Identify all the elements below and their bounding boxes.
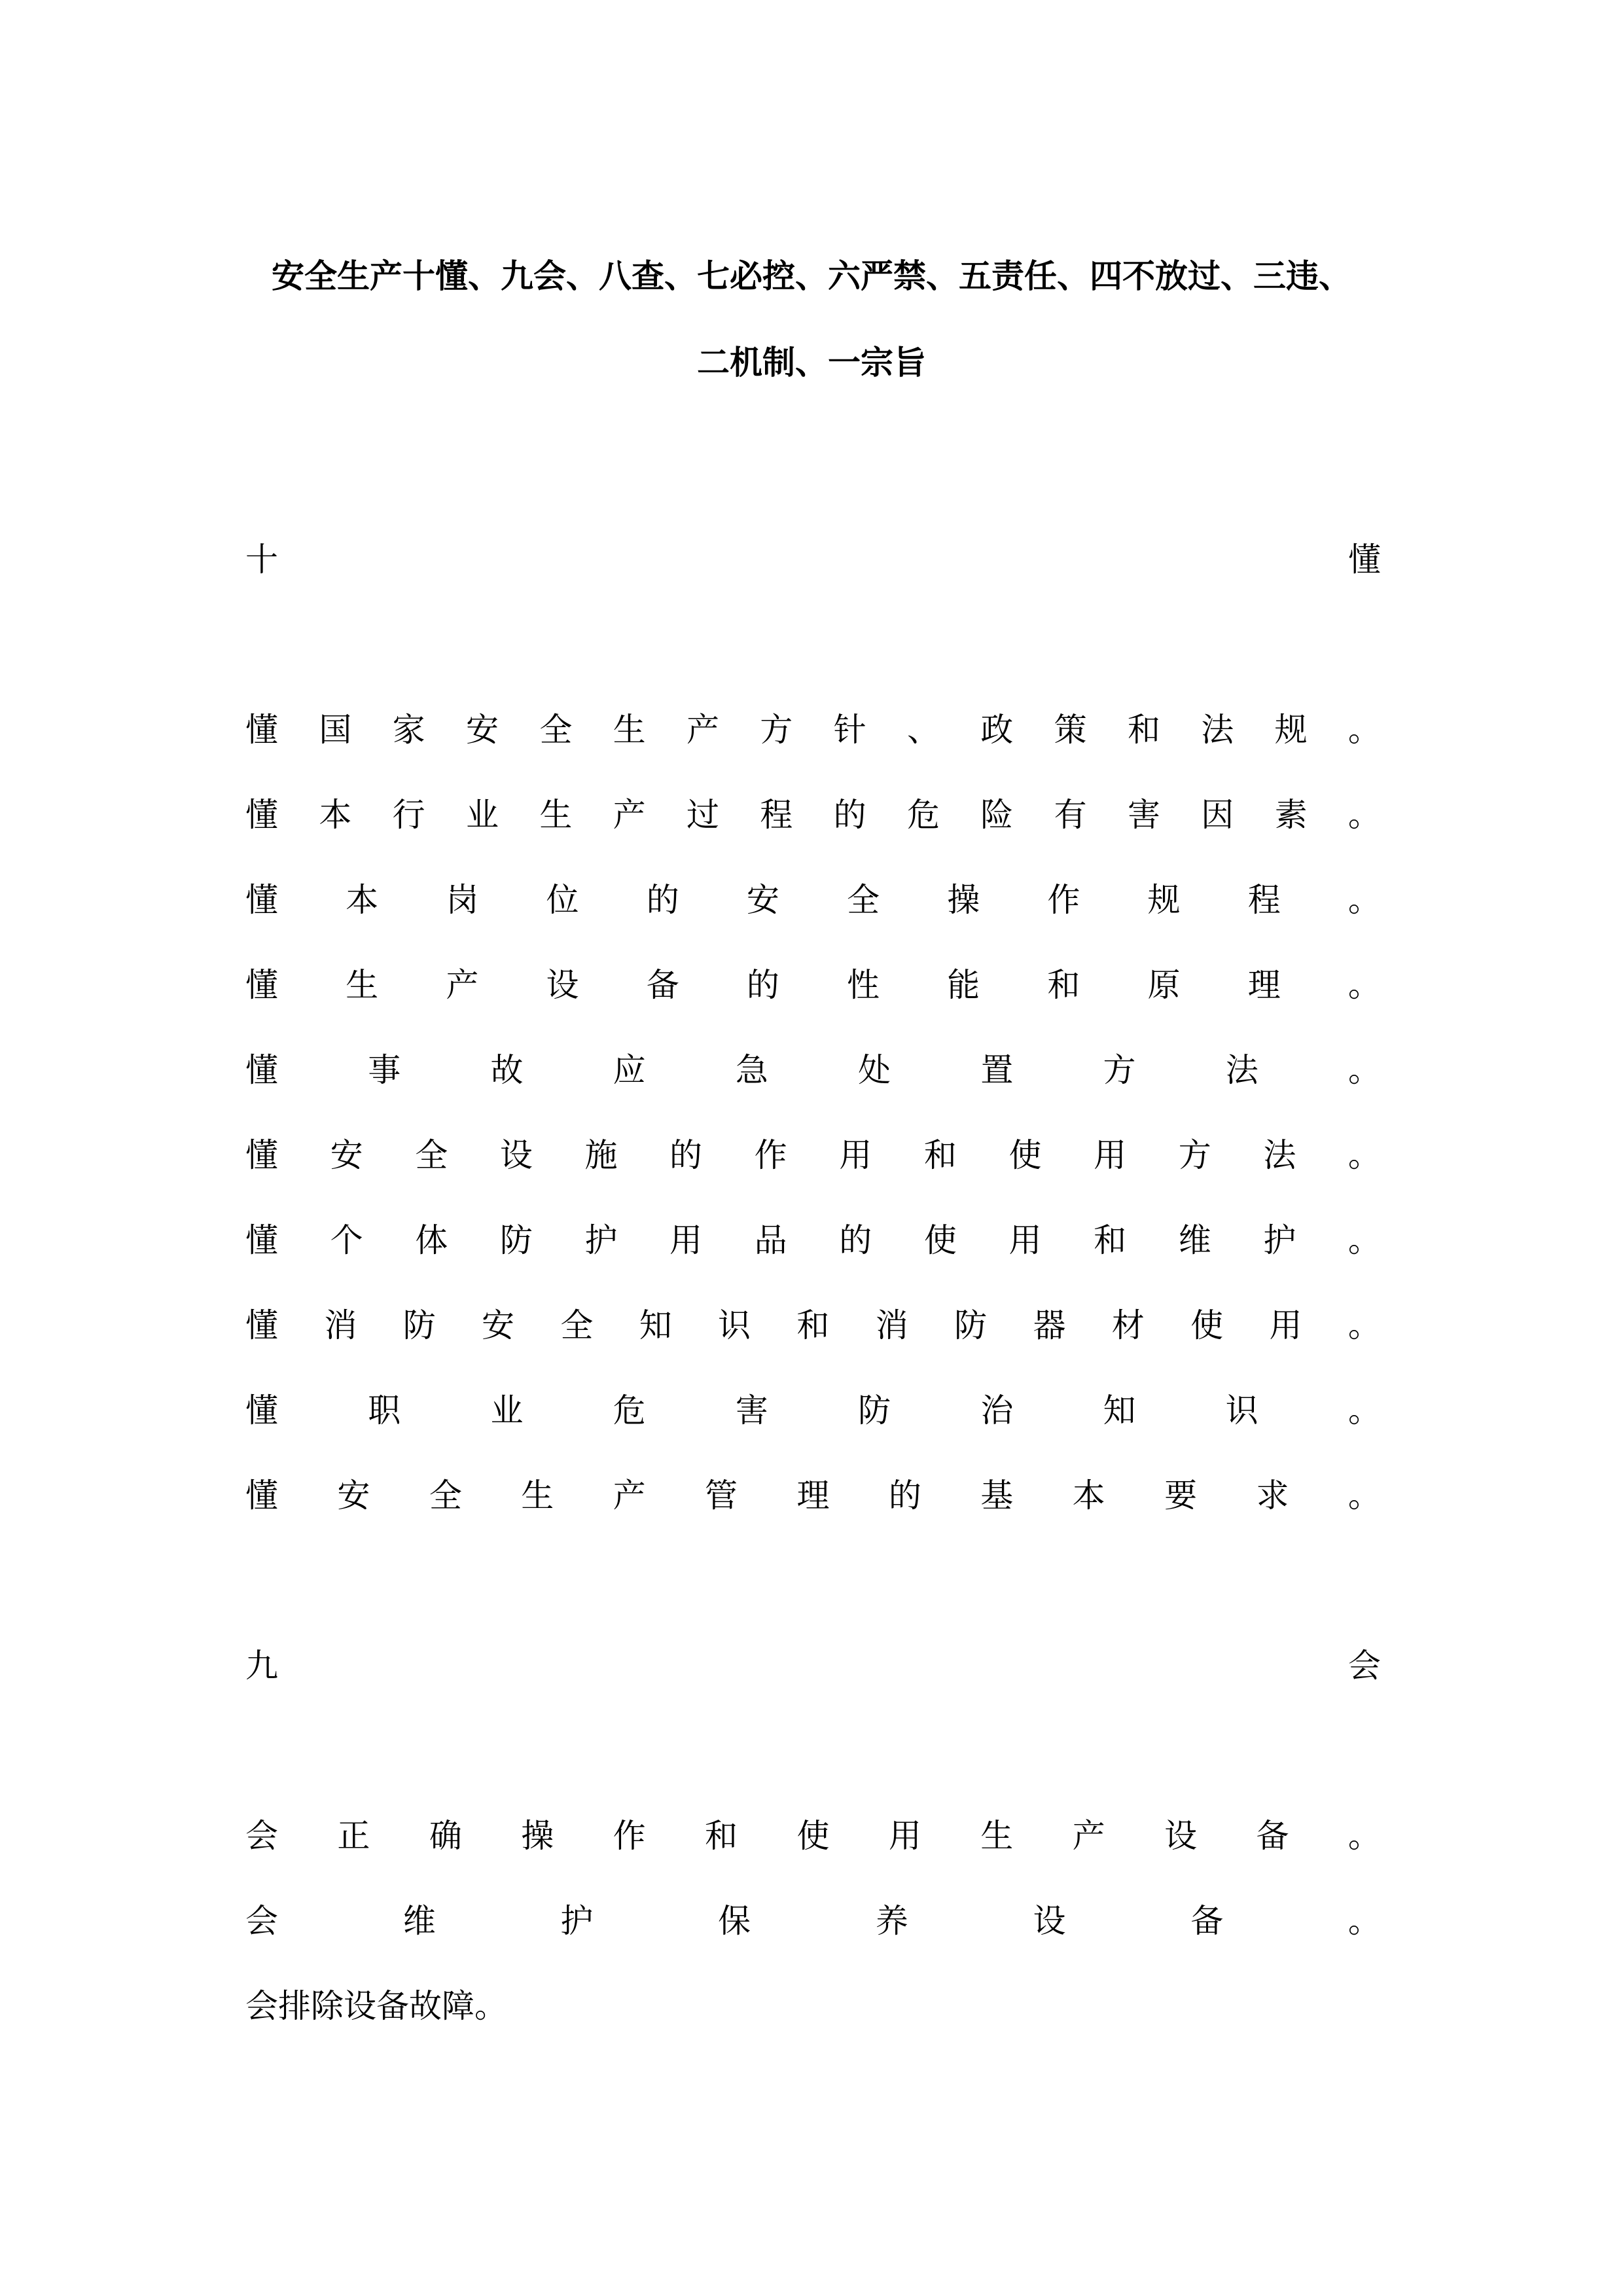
character: 懂 bbox=[245, 1306, 278, 1344]
character: 。 bbox=[1347, 1306, 1381, 1344]
character: 本 bbox=[346, 881, 379, 919]
character: 安 bbox=[465, 711, 499, 749]
character: 产 bbox=[613, 796, 646, 834]
character: 品 bbox=[754, 1221, 787, 1259]
section-heading-right: 会 bbox=[1348, 1647, 1381, 1685]
character: 基 bbox=[980, 1477, 1014, 1515]
character: 懂 bbox=[245, 1136, 278, 1174]
character: 害 bbox=[1127, 796, 1160, 834]
character: 的 bbox=[669, 1136, 703, 1174]
character: 本 bbox=[1072, 1477, 1105, 1515]
character: 。 bbox=[1347, 1391, 1381, 1429]
character: 懂 bbox=[245, 1051, 278, 1089]
list-item bbox=[245, 795, 1381, 834]
character: 规 bbox=[1274, 711, 1308, 749]
character: 材 bbox=[1111, 1306, 1145, 1344]
list-item bbox=[245, 1136, 1381, 1175]
list-item bbox=[245, 880, 1381, 920]
list-item bbox=[245, 1050, 1381, 1090]
character: 策 bbox=[1054, 711, 1087, 749]
character: 全 bbox=[560, 1306, 594, 1344]
list-item bbox=[245, 1306, 1381, 1345]
character: 产 bbox=[446, 966, 479, 1004]
character: 。 bbox=[1347, 1817, 1381, 1855]
character: 。 bbox=[1347, 881, 1381, 919]
character: 求 bbox=[1256, 1477, 1289, 1515]
character: 能 bbox=[947, 966, 980, 1004]
character: 过 bbox=[686, 796, 719, 834]
character: 性 bbox=[847, 966, 880, 1004]
character: 备 bbox=[1190, 1902, 1224, 1940]
character: 要 bbox=[1164, 1477, 1198, 1515]
character: 业 bbox=[490, 1391, 524, 1429]
character: 的 bbox=[833, 796, 866, 834]
character: 设 bbox=[1164, 1817, 1198, 1855]
character: 全 bbox=[847, 881, 880, 919]
character: 处 bbox=[858, 1051, 891, 1089]
character: 懂 bbox=[245, 881, 278, 919]
character: 护 bbox=[560, 1902, 594, 1940]
character: 全 bbox=[415, 1136, 448, 1174]
character: 生 bbox=[521, 1477, 554, 1515]
character: 。 bbox=[1347, 1136, 1381, 1174]
character: 政 bbox=[980, 711, 1014, 749]
list-item bbox=[245, 965, 1381, 1005]
character: 作 bbox=[754, 1136, 787, 1174]
list-item bbox=[245, 710, 1381, 749]
list-item bbox=[245, 1221, 1381, 1260]
character: 法 bbox=[1225, 1051, 1258, 1089]
character: 使 bbox=[923, 1221, 957, 1259]
character: 懂 bbox=[245, 796, 278, 834]
character: 针 bbox=[833, 711, 866, 749]
character: 危 bbox=[906, 796, 940, 834]
character: 法 bbox=[1263, 1136, 1296, 1174]
character: 和 bbox=[923, 1136, 957, 1174]
character: 管 bbox=[705, 1477, 738, 1515]
character: 会 bbox=[245, 1817, 278, 1855]
character: 的 bbox=[646, 881, 679, 919]
character: 操 bbox=[947, 881, 980, 919]
character: 程 bbox=[1247, 881, 1281, 919]
character: 职 bbox=[368, 1391, 401, 1429]
character: 会 bbox=[245, 1902, 278, 1940]
section-heading-left: 九 bbox=[245, 1647, 278, 1685]
character: 有 bbox=[1054, 796, 1087, 834]
character: 、 bbox=[906, 711, 940, 749]
character: 设 bbox=[546, 966, 579, 1004]
character: 害 bbox=[735, 1391, 768, 1429]
character: 本 bbox=[319, 796, 352, 834]
character: 知 bbox=[1103, 1391, 1136, 1429]
character: 产 bbox=[686, 711, 719, 749]
character: 用 bbox=[669, 1221, 703, 1259]
character: 安 bbox=[330, 1136, 363, 1174]
character: 程 bbox=[760, 796, 793, 834]
character: 懂 bbox=[245, 1391, 278, 1429]
section-heading-jiu-hui bbox=[245, 1646, 1381, 1685]
character: 理 bbox=[1247, 966, 1281, 1004]
character: 消 bbox=[324, 1306, 357, 1344]
character: 个 bbox=[330, 1221, 363, 1259]
document-title-line-1: 安全生产十懂、九会、八查、七必控、六严禁、五责任、四不放过、三违、 bbox=[272, 257, 1351, 295]
character: 保 bbox=[718, 1902, 751, 1940]
character: 维 bbox=[402, 1902, 436, 1940]
character: 的 bbox=[746, 966, 779, 1004]
character: 用 bbox=[839, 1136, 872, 1174]
character: 素 bbox=[1274, 796, 1308, 834]
character: 方 bbox=[1103, 1051, 1136, 1089]
character: 。 bbox=[1347, 966, 1381, 1004]
character: 生 bbox=[613, 711, 646, 749]
character: 正 bbox=[337, 1817, 370, 1855]
list-item bbox=[245, 1476, 1381, 1515]
character: 业 bbox=[465, 796, 499, 834]
character: 生 bbox=[539, 796, 573, 834]
character: 防 bbox=[402, 1306, 436, 1344]
character: 备 bbox=[1256, 1817, 1289, 1855]
character: 懂 bbox=[245, 711, 278, 749]
character: 用 bbox=[888, 1817, 921, 1855]
character: 。 bbox=[1347, 1221, 1381, 1259]
character: 的 bbox=[888, 1477, 921, 1515]
character: 操 bbox=[521, 1817, 554, 1855]
character: 因 bbox=[1201, 796, 1234, 834]
list-item bbox=[245, 1901, 1381, 1941]
character: 理 bbox=[796, 1477, 830, 1515]
section-heading-shi-dong bbox=[245, 540, 1381, 579]
character: 。 bbox=[1347, 1051, 1381, 1089]
character: 岗 bbox=[446, 881, 479, 919]
character: 安 bbox=[746, 881, 779, 919]
character: 全 bbox=[429, 1477, 462, 1515]
character: 和 bbox=[705, 1817, 738, 1855]
character: 危 bbox=[613, 1391, 646, 1429]
list-item bbox=[245, 1391, 1381, 1430]
character: 设 bbox=[1033, 1902, 1066, 1940]
character: 备 bbox=[646, 966, 679, 1004]
character: 国 bbox=[319, 711, 352, 749]
character: 规 bbox=[1147, 881, 1181, 919]
character: 作 bbox=[613, 1817, 646, 1855]
character: 的 bbox=[839, 1221, 872, 1259]
character: 家 bbox=[392, 711, 425, 749]
character: 施 bbox=[584, 1136, 618, 1174]
character: 置 bbox=[980, 1051, 1014, 1089]
character: 防 bbox=[499, 1221, 533, 1259]
character: 维 bbox=[1178, 1221, 1211, 1259]
character: 知 bbox=[639, 1306, 672, 1344]
character: 体 bbox=[415, 1221, 448, 1259]
character: 方 bbox=[1178, 1136, 1211, 1174]
character: 。 bbox=[1347, 796, 1381, 834]
character: 治 bbox=[980, 1391, 1014, 1429]
section-heading-left: 十 bbox=[245, 541, 278, 579]
character: 安 bbox=[337, 1477, 370, 1515]
character: 器 bbox=[1033, 1306, 1066, 1344]
character: 生 bbox=[980, 1817, 1014, 1855]
character: 护 bbox=[1263, 1221, 1296, 1259]
character: 设 bbox=[499, 1136, 533, 1174]
document-title-line-2: 二机制、一宗旨 bbox=[697, 344, 926, 382]
character: 全 bbox=[539, 711, 573, 749]
character: 用 bbox=[1008, 1221, 1042, 1259]
character: 防 bbox=[858, 1391, 891, 1429]
character: 使 bbox=[1190, 1306, 1224, 1344]
character: 和 bbox=[796, 1306, 830, 1344]
character: 和 bbox=[1094, 1221, 1127, 1259]
character: 法 bbox=[1201, 711, 1234, 749]
character: 。 bbox=[1347, 711, 1381, 749]
character: 。 bbox=[1347, 1902, 1381, 1940]
character: 养 bbox=[875, 1902, 908, 1940]
section-heading-right: 懂 bbox=[1348, 541, 1381, 579]
character: 识 bbox=[1225, 1391, 1258, 1429]
character: 使 bbox=[796, 1817, 830, 1855]
character: 险 bbox=[980, 796, 1014, 834]
character: 和 bbox=[1047, 966, 1080, 1004]
character: 原 bbox=[1147, 966, 1181, 1004]
character: 确 bbox=[429, 1817, 462, 1855]
list-item bbox=[245, 1816, 1381, 1856]
character: 懂 bbox=[245, 966, 278, 1004]
character: 方 bbox=[760, 711, 793, 749]
character: 使 bbox=[1008, 1136, 1042, 1174]
character: 护 bbox=[584, 1221, 618, 1259]
character: 懂 bbox=[245, 1477, 278, 1515]
character: 防 bbox=[954, 1306, 988, 1344]
character: 急 bbox=[735, 1051, 768, 1089]
character: 用 bbox=[1269, 1306, 1302, 1344]
character: 产 bbox=[1072, 1817, 1105, 1855]
list-item-last: 会排除设备故障。 bbox=[245, 1987, 507, 2025]
character: 位 bbox=[546, 881, 579, 919]
character: 产 bbox=[613, 1477, 646, 1515]
character: 消 bbox=[875, 1306, 908, 1344]
character: 识 bbox=[718, 1306, 751, 1344]
character: 作 bbox=[1047, 881, 1080, 919]
character: 和 bbox=[1127, 711, 1160, 749]
character: 行 bbox=[392, 796, 425, 834]
character: 事 bbox=[368, 1051, 401, 1089]
character: 安 bbox=[482, 1306, 515, 1344]
character: 应 bbox=[613, 1051, 646, 1089]
character: 生 bbox=[346, 966, 379, 1004]
character: 故 bbox=[490, 1051, 524, 1089]
character: 用 bbox=[1094, 1136, 1127, 1174]
character: 懂 bbox=[245, 1221, 278, 1259]
character: 。 bbox=[1347, 1477, 1381, 1515]
